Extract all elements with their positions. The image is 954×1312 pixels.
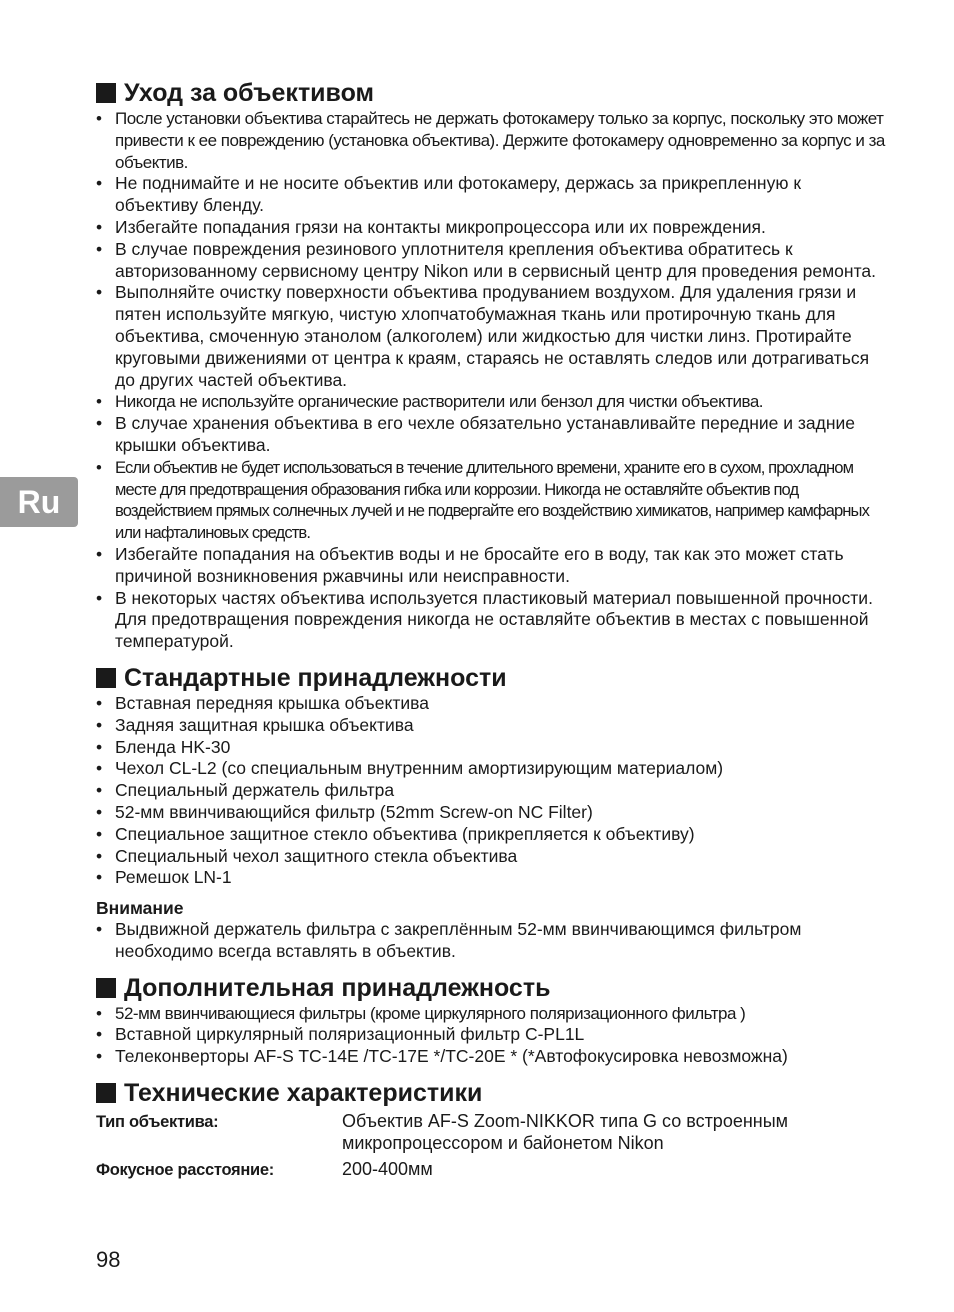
specs-row — [96, 1158, 886, 1181]
list-item: • Специальное защитное стекло объектива (прикрепляется к объективу) — [96, 824, 886, 846]
square-bullet-icon — [96, 1083, 116, 1103]
page-content — [96, 78, 886, 1181]
page-number: 98 — [96, 1247, 121, 1272]
list-item: • Если объектив не будет использоваться в течение длительного времени, храните его в сухом, прохладном месте для предотвращения образования гибка или коррозии. Никогда не оставляйте объектив под воздействием прямых солнечных лучей и не подвергайте его воздействию химикатов, например камфарных или нафталиновых средств. — [96, 457, 886, 544]
attention-list — [96, 919, 886, 963]
list-item: • В случае хранения объектива в его чехле обязательно устанавливайте передние и задние крышки объектива. — [96, 413, 886, 457]
list-item: • Никогда не используйте органические растворители или бензол для чистки объектива. — [96, 391, 886, 413]
list-item: • Не поднимайте и не носите объектив или фотокамеру, держась за прикрепленную к объективу бленду. — [96, 173, 886, 217]
list-item: • Бленда HK-30 — [96, 737, 886, 759]
section-specs-heading — [96, 1078, 886, 1108]
section-care-heading — [96, 78, 886, 108]
list-item: • Вставная передняя крышка объектива — [96, 693, 886, 715]
section-specs-title: Технические характеристики — [124, 1079, 483, 1108]
section-care-title: Уход за объективом — [124, 79, 375, 107]
section-standard-heading — [96, 663, 886, 693]
specs-row — [96, 1110, 886, 1154]
list-item: • Избегайте попадания грязи на контакты микропроцессора или их повреждения. — [96, 217, 886, 239]
specs-value: Объектив AF-S Zoom-NIKKOR типа G со встроенным микропроцессором и байонетом Nikon — [342, 1111, 789, 1154]
section-optional-title: Дополнительная принадлежность — [124, 973, 551, 1002]
language-tab: Ru — [0, 477, 78, 527]
attention-heading: Внимание — [96, 898, 184, 919]
list-item: • Специальный чехол защитного стекла объектива — [96, 846, 886, 868]
care-list — [96, 108, 886, 653]
standard-list — [96, 693, 886, 889]
specs-table — [96, 1110, 886, 1181]
specs-label: Тип объектива: — [96, 1113, 219, 1132]
list-item: • Задняя защитная крышка объектива — [96, 715, 886, 737]
section-standard-title: Стандартные принадлежности — [124, 663, 507, 692]
list-item: • 52-мм ввинчивающиеся фильтры (кроме циркулярного поляризационного фильтра ) — [96, 1003, 886, 1025]
list-item: • Ремешок LN-1 — [96, 867, 886, 889]
square-bullet-icon — [96, 978, 116, 998]
list-item: • Вставной циркулярный поляризационный фильтр C-PL1L — [96, 1024, 886, 1046]
list-item: • 52-мм ввинчивающийся фильтр (52mm Screw-on NC Filter) — [96, 802, 886, 824]
list-item: • В некоторых частях объектива используется пластиковый материал повышенной прочности. Для предотвращения повреждения никогда не оставляйте объектив в местах с повышенной температурой. — [96, 588, 886, 653]
list-item: • Специальный держатель фильтра — [96, 780, 886, 802]
list-item: • Выполняйте очистку поверхности объектива продуванием воздухом. Для удаления грязи и пятен используйте мягкую, чистую хлопчатобумажная ткань или протирочную ткань для объектива, смоченную этанолом (алкоголем) или жидкостью для чистки линз. Протирайте круговыми движениями от центра к краям, стараясь не оставлять следов или дотрагиваться до других частей объектива. — [96, 282, 886, 391]
square-bullet-icon — [96, 668, 116, 688]
list-item: • После установки объектива старайтесь не держать фотокамеру только за корпус, поскольку это может привести к ее повреждению (установка объектива). Держите фотокамеру одновременно за корпус и за объектив. — [96, 108, 886, 173]
optional-list — [96, 1003, 886, 1068]
list-item: • Телеконверторы AF-S TC-14E /TC-17E */TC-20E * (*Автофокусировка невозможна) — [96, 1046, 886, 1068]
list-item: • В случае повреждения резинового уплотнителя крепления объектива обратитесь к авторизованному сервисному центру Nikon или в сервисный центр для проведения ремонта. — [96, 239, 886, 283]
list-item: • Чехол CL-L2 (со специальным внутренним амортизирующим материалом) — [96, 758, 886, 780]
square-bullet-icon — [96, 83, 116, 103]
specs-label: Фокусное расстояние: — [96, 1161, 274, 1180]
specs-value: 200-400мм — [342, 1159, 433, 1180]
list-item: • Избегайте попадания на объектив воды и не бросайте его в воду, так как это может стать причиной возникновения ржавчины или неисправности. — [96, 544, 886, 588]
section-optional-heading — [96, 973, 886, 1003]
list-item: • Выдвижной держатель фильтра с закреплённым 52-мм ввинчивающимся фильтром необходимо всегда вставлять в объектив. — [96, 919, 886, 963]
